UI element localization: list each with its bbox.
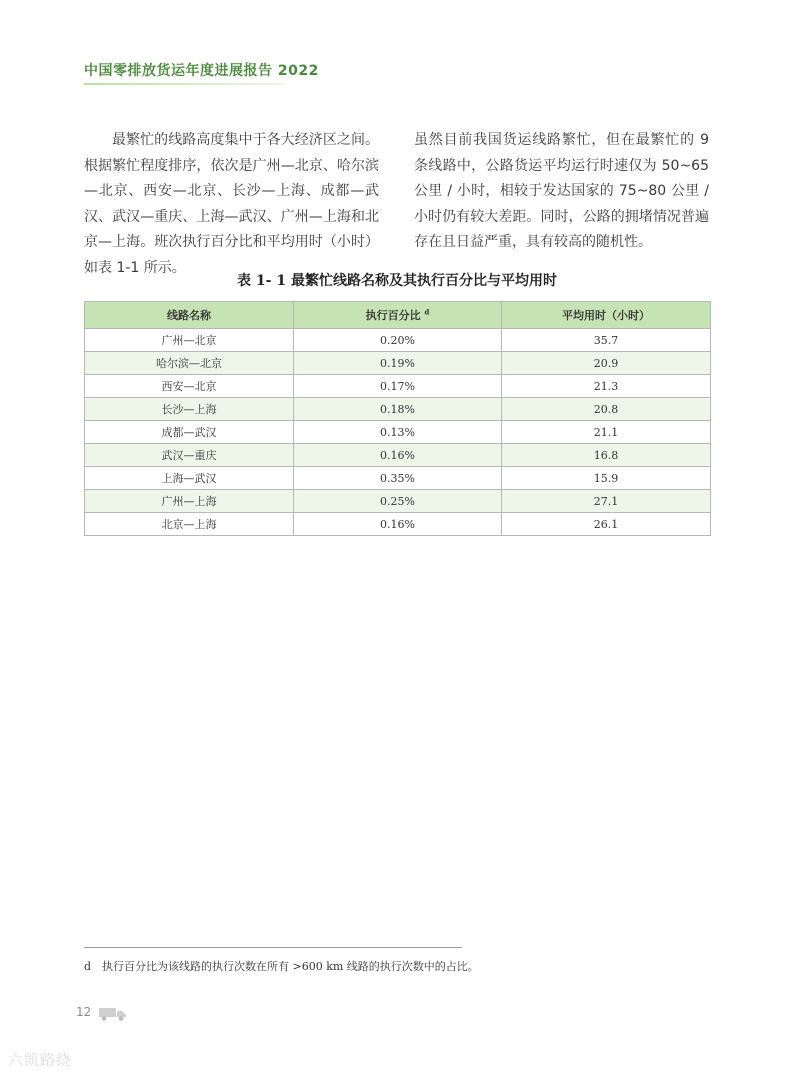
cell-percent: 0.35%	[294, 467, 502, 490]
footnote-text: 执行百分比为该线路的执行次数在所有 >600 km 线路的执行次数中的占比。	[102, 960, 479, 973]
table-header-row	[85, 302, 711, 329]
header-underline	[84, 83, 284, 85]
table-row	[85, 513, 711, 536]
footnote-reference: d	[424, 307, 430, 317]
table-row	[85, 444, 711, 467]
cell-percent: 0.19%	[294, 352, 502, 375]
page-number: 12	[76, 1005, 92, 1019]
table-row	[85, 467, 711, 490]
cell-percent: 0.16%	[294, 444, 502, 467]
cell-percent: 0.17%	[294, 375, 502, 398]
busiest-routes-table	[84, 301, 711, 536]
cell-route: 西安—北京	[85, 375, 294, 398]
cell-route: 广州—北京	[85, 329, 294, 352]
cell-percent: 0.25%	[294, 490, 502, 513]
cell-route: 武汉—重庆	[85, 444, 294, 467]
cell-percent: 0.20%	[294, 329, 502, 352]
cell-time: 21.1	[502, 421, 711, 444]
cell-time: 21.3	[502, 375, 711, 398]
header-route: 线路名称	[85, 302, 294, 329]
body-paragraph-left: 最繁忙的线路高度集中于各大经济区之间。根据繁忙程度排序，依次是广州—北京、哈尔滨—北京、西安—北京、长沙—上海、成都—武汉、武汉—重庆、上海—武汉、广州—上海和北京—上海。班次执行百分比和平均用时（小时）如表 1-1 所示。	[84, 132, 379, 276]
cell-time: 26.1	[502, 513, 711, 536]
table-row	[85, 490, 711, 513]
report-header-title: 中国零排放货运年度进展报告 2022	[84, 63, 319, 79]
cell-percent: 0.16%	[294, 513, 502, 536]
cell-route: 哈尔滨—北京	[85, 352, 294, 375]
cell-time: 20.8	[502, 398, 711, 421]
cell-time: 20.9	[502, 352, 711, 375]
table-row	[85, 329, 711, 352]
table-row	[85, 375, 711, 398]
table-row	[85, 398, 711, 421]
body-paragraph-right: 虽然目前我国货运线路繁忙，但在最繁忙的 9 条线路中，公路货运平均运行时速仅为 50~65 公里 / 小时，相较于发达国家的 75~80 公里 / 小时仍有较大差距。同时，公路的拥堵情况普遍存在且日益严重，具有较高的随机性。	[414, 132, 709, 250]
cell-route: 成都—武汉	[85, 421, 294, 444]
truck-icon	[99, 1006, 127, 1025]
header-time: 平均用时（小时）	[502, 302, 711, 329]
cell-route: 长沙—上海	[85, 398, 294, 421]
footnote-divider	[84, 947, 462, 948]
cell-time: 35.7	[502, 329, 711, 352]
footnote	[84, 958, 479, 974]
cell-time: 27.1	[502, 490, 711, 513]
watermark: 六凯路绕	[8, 1051, 73, 1069]
footnote-mark: d	[84, 960, 92, 973]
cell-time: 16.8	[502, 444, 711, 467]
table-row	[85, 421, 711, 444]
cell-route: 北京—上海	[85, 513, 294, 536]
table-row	[85, 352, 711, 375]
cell-route: 上海—武汉	[85, 467, 294, 490]
header-percent: 执行百分比 $^d$	[294, 302, 502, 329]
table-body	[85, 329, 711, 536]
cell-time: 15.9	[502, 467, 711, 490]
cell-percent: 0.18%	[294, 398, 502, 421]
cell-percent: 0.13%	[294, 421, 502, 444]
table-caption: 表 1- 1 最繁忙线路名称及其执行百分比与平均用时	[237, 273, 557, 289]
cell-route: 广州—上海	[85, 490, 294, 513]
